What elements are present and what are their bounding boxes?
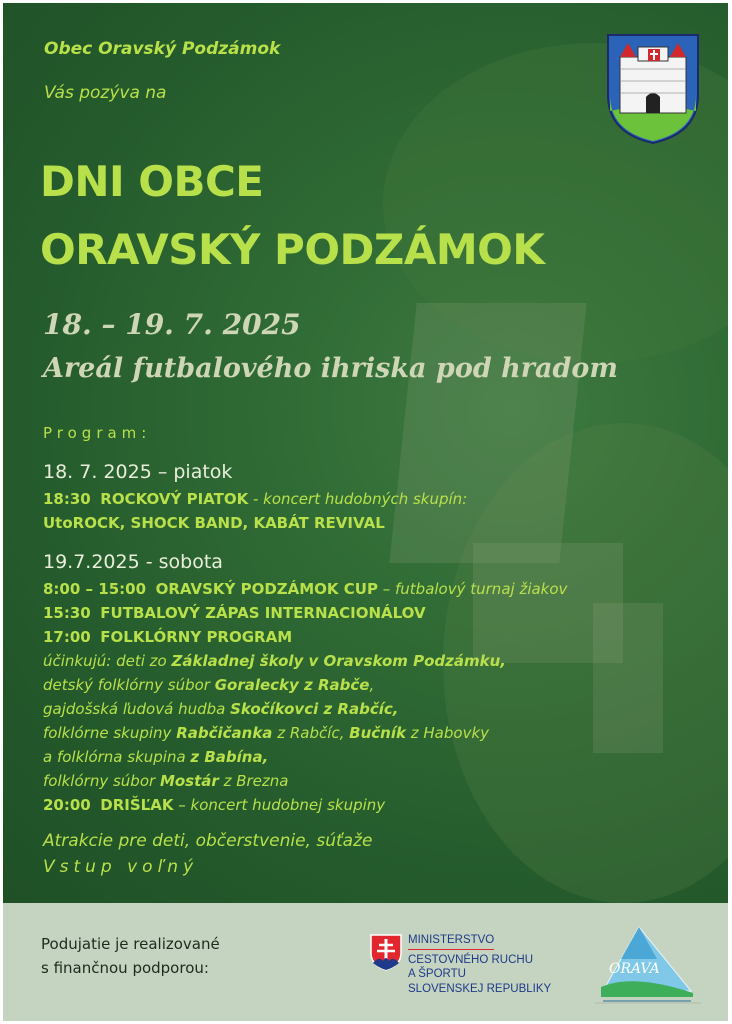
ministry-line: CESTOVNÉHO RUCHU: [408, 953, 534, 966]
day1-item-1: [43, 490, 467, 508]
ministry-line: MINISTERSTVO: [408, 933, 494, 950]
day2-heading: 19.7.2025 - sobota: [43, 551, 223, 573]
support-text-line-1: Podujatie je realizované: [41, 935, 220, 953]
invite-text: Vás pozýva na: [44, 83, 167, 103]
performer-line-1: účinkujú: deti zo Základnej školy v Oravskom Podzámku,: [43, 652, 506, 670]
attractions-text: Atrakcie pre deti, občerstvenie, súťaže: [43, 831, 373, 851]
item-desc: – futbalový turnaj žiakov: [377, 580, 568, 598]
item-title: ORAVSKÝ PODZÁMOK CUP: [155, 580, 378, 598]
event-dates: 18. – 19. 7. 2025: [43, 308, 301, 341]
item-time: 18:30: [43, 490, 91, 508]
item-title: ROCKOVÝ PIATOK: [100, 490, 249, 508]
svg-text:ORAVA: ORAVA: [609, 961, 660, 977]
day2-item-4: [43, 796, 385, 814]
entry-text: Vstup voľný: [43, 857, 199, 877]
item-time: 20:00: [43, 796, 91, 814]
item-time: 17:00: [43, 628, 91, 646]
orava-logo-icon: [593, 923, 703, 1009]
ministry-line: SLOVENSKEJ REPUBLIKY: [408, 982, 552, 995]
performer-line-6: folklórny súbor Mostár z Brezna: [43, 772, 289, 790]
item-title: FOLKLÓRNY PROGRAM: [100, 628, 293, 646]
performer-line-3: gajdošská ľudová hudba Skočíkovci z Rabčíc,: [43, 700, 399, 718]
municipality-name: Obec Oravský Podzámok: [44, 39, 281, 59]
item-desc: - koncert hudobných skupín:: [248, 490, 468, 508]
support-text-line-2: s finančnou podporou:: [41, 959, 209, 977]
title-line-1: DNI OBCE: [40, 157, 264, 206]
ministry-name: [408, 933, 551, 996]
item-title: DRIŠĽAK: [100, 796, 174, 814]
day1-bands: UtoROCK, SHOCK BAND, KABÁT REVIVAL: [43, 514, 385, 532]
day2-item-2: [43, 604, 426, 622]
performer-line-4: folklórne skupiny Rabčičanka z Rabčíc, Bučník z Habovky: [43, 724, 490, 742]
item-time: 8:00 – 15:00: [43, 580, 147, 598]
item-time: 15:30: [43, 604, 91, 622]
item-title: FUTBALOVÝ ZÁPAS INTERNACIONÁLOV: [100, 604, 426, 622]
title-line-2: ORAVSKÝ PODZÁMOK: [40, 225, 545, 274]
ministry-line: A ŠPORTU: [408, 968, 466, 980]
day2-item-3: [43, 628, 292, 646]
item-desc: – koncert hudobnej skupiny: [173, 796, 386, 814]
poster: [3, 3, 728, 1021]
day1-heading: 18. 7. 2025 – piatok: [43, 461, 233, 483]
event-venue: Areál futbalového ihriska pod hradom: [43, 353, 618, 384]
background-castle-rock: [389, 303, 586, 563]
performer-line-2: detský folklórny súbor Goralecky z Rabče,: [43, 676, 375, 694]
performer-line-5: a folklórna skupina z Babína,: [43, 748, 269, 766]
slovak-coat-of-arms-icon: [369, 933, 403, 971]
day2-item-1: [43, 580, 567, 598]
background-castle-tower: [593, 603, 663, 753]
coat-of-arms-icon: [606, 33, 700, 145]
program-label: Program:: [43, 424, 152, 442]
